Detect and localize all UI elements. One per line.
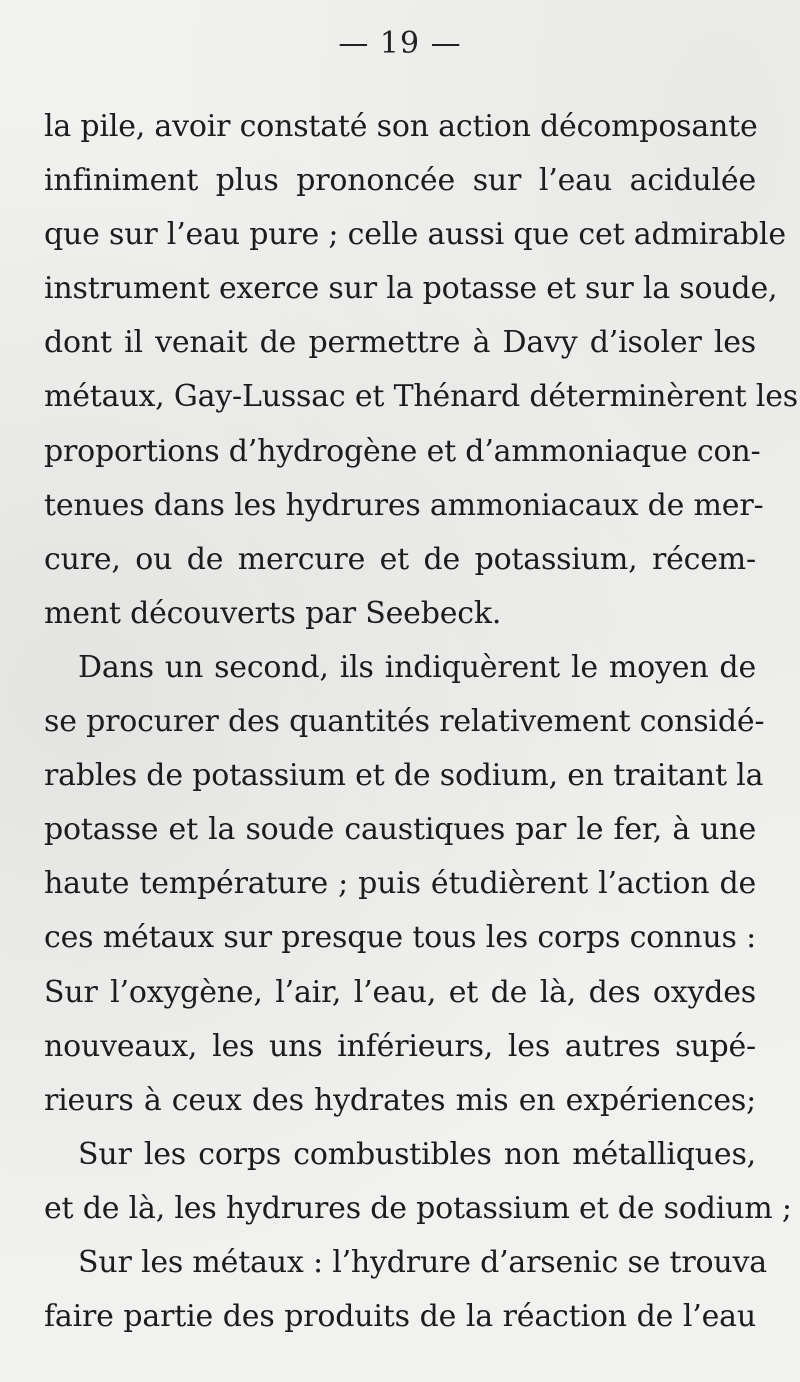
- page-number: — 19 —: [338, 26, 462, 61]
- text-line: se procurer des quantités relativement considé-: [44, 704, 765, 740]
- text-line: et de là, les hydrures de potassium et de sodium ;: [44, 1190, 792, 1226]
- text-line: potasse et la soude caustiques par le fer, à une: [44, 812, 756, 848]
- text-line: Sur l’oxygène, l’air, l’eau, et de là, des oxydes: [44, 974, 756, 1010]
- text-line: la pile, avoir constaté son action décomposante: [44, 109, 758, 144]
- body-text: [44, 100, 798, 1344]
- paragraph-start-line: Sur les corps combustibles non métalliques,: [78, 1136, 756, 1172]
- text-line: que sur l’eau pure ; celle aussi que cet admirable: [44, 217, 786, 253]
- text-line: ment découverts par Seebeck.: [44, 595, 502, 631]
- text-line: métaux, Gay-Lussac et Thénard déterminèrent les: [44, 379, 798, 415]
- text-line: faire partie des produits de la réaction de l’eau: [44, 1299, 756, 1335]
- text-line: cure, ou de mercure et de potassium, récem-: [44, 541, 756, 577]
- text-line: instrument exerce sur la potasse et sur la soude,: [44, 271, 778, 307]
- text-line: rieurs à ceux des hydrates mis en expériences;: [44, 1082, 756, 1118]
- text-line: infiniment plus prononcée sur l’eau acidulée: [44, 163, 756, 199]
- text-line: haute température ; puis étudièrent l’action de: [44, 866, 756, 902]
- text-line: dont il venait de permettre à Davy d’isoler les: [44, 325, 756, 361]
- text-line: nouveaux, les uns inférieurs, les autres supé-: [44, 1028, 756, 1064]
- text-line: tenues dans les hydrures ammoniacaux de mer-: [44, 487, 764, 523]
- text-line: proportions d’hydrogène et d’ammoniaque con-: [44, 433, 761, 469]
- paragraph-start-line: Dans un second, ils indiquèrent le moyen de: [78, 649, 756, 685]
- text-line: ces métaux sur presque tous les corps connus :: [44, 920, 756, 956]
- text-line: rables de potassium et de sodium, en traitant la: [44, 758, 764, 794]
- paragraph-start-line: Sur les métaux : l’hydrure d’arsenic se trouva: [78, 1244, 767, 1280]
